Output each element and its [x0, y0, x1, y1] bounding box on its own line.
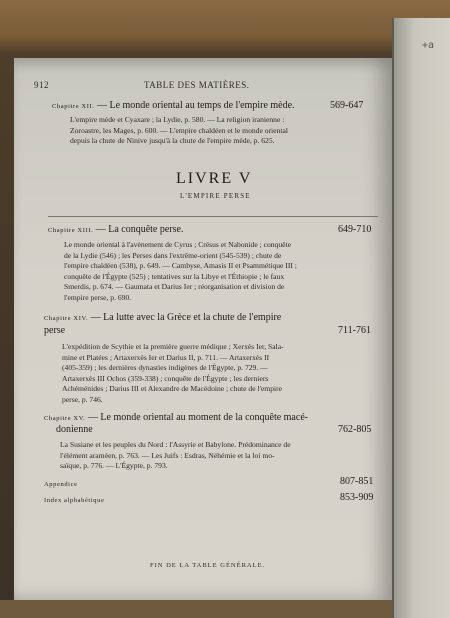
chapter-12-label: Chapitre XII.: [52, 103, 95, 110]
summary-line: Smerdis, p. 674. — Gaumata et Darius Ier ; réorganisation et division de: [64, 282, 285, 292]
chapter-15-summary: [60, 440, 291, 472]
chapter-14-label: Chapitre XIV.: [44, 315, 89, 322]
chapter-14-heading: [44, 312, 281, 323]
chapter-14-range: 711-761: [338, 325, 371, 336]
index-range: 853-909: [340, 492, 374, 503]
chapter-15-range: 762-805: [338, 424, 372, 435]
summary-line: Le monde oriental à l'avènement de Cyrus ; Crésus et Nabonide ; conquête: [64, 240, 292, 249]
chapter-14-summary: [62, 342, 284, 406]
summary-line: Zoroastre, les Mages, p. 600. — L'empire chaldéen et le monde oriental: [70, 125, 288, 135]
summary-line: saïque, p. 776. — L'Égypte, p. 793.: [60, 461, 168, 471]
summary-line: perse, p. 746.: [62, 394, 103, 404]
page-header: [34, 80, 374, 94]
chapter-15-title-line2: donienne: [56, 424, 93, 435]
page-footer: FIN DE LA TABLE GÉNÉRALE.: [150, 562, 266, 569]
summary-line: mine et Platées ; Artaxerxès Ier et Darius II, p. 711. — Artaxerxès II: [62, 352, 270, 362]
chapter-13-label: Chapitre XIII.: [48, 227, 94, 234]
summary-line: L'expédition de Scythie et la première guerre médique ; Xerxès Ier, Sala-: [62, 342, 284, 351]
chapter-14-title-line2: perse: [44, 325, 66, 336]
chapter-12-range: 569-647: [330, 100, 364, 111]
appendice-label: Appendice: [44, 481, 78, 488]
summary-line: conquête de l'Égypte (525) ; tentatives sur la Libye et l'Éthiopie ; le faux: [64, 271, 285, 281]
index-label: Index alphabétique: [44, 497, 105, 504]
chapter-12-summary: [70, 115, 288, 147]
facing-page-mark: +a: [422, 40, 435, 51]
summary-line: l'élément araméen, p. 763. — Les Juifs : Esdras, Néhémie et la loi mo-: [60, 450, 275, 460]
chapter-13-range: 649-710: [338, 224, 372, 235]
summary-line: La Susiane et les peuples du Nord : l'Assyrie et Babylone. Prédominance de: [60, 440, 291, 449]
index-entry: [44, 494, 104, 505]
chapter-15-label: Chapitre XV.: [44, 415, 86, 422]
chapter-13-summary: [64, 240, 297, 304]
summary-line: l'empire chaldéen (538), p. 649. — Cambyse, Amasis II et Psammétique III ;: [64, 261, 297, 271]
chapter-14-title-line1: — La lutte avec la Grèce et la chute de l'empire: [90, 312, 282, 323]
summary-line: Achéménides ; Darius III et Alexandre de Macédoine ; chute de l'empire: [62, 384, 283, 394]
appendice-entry: [44, 478, 78, 489]
livre-subtitle: L'EMPIRE PERSE: [180, 192, 251, 200]
summary-line: de la Lydie (546) ; les Perses dans l'extrême-orient (545-539) ; chute de: [64, 250, 282, 260]
summary-line: depuis la chute de Ninive jusqu'à la chute de l'empire mède, p. 625.: [70, 136, 275, 146]
chapter-15-title-line1: — Le monde oriental au moment de la conquête macé-: [87, 412, 309, 423]
facing-page-edge: [392, 18, 450, 618]
appendice-range: 807-851: [340, 476, 374, 487]
livre-title: LIVRE V: [176, 170, 253, 187]
summary-line: (405-359) ; les dernières dynasties indigènes de l'Égypte, p. 729. —: [62, 363, 268, 373]
chapter-12-heading: [52, 100, 295, 111]
summary-line: Artaxerxès III Ochos (359-338) ; conquête de l'Égypte ; les derniers: [62, 373, 269, 383]
summary-line: l'empire perse, p. 690.: [64, 292, 132, 302]
running-title: TABLE DES MATIÈRES.: [144, 80, 250, 90]
summary-line: L'empire mède et Cyaxare ; la Lydie, p. 580. — La religion iranienne :: [70, 115, 285, 124]
page-number: 912: [34, 80, 49, 90]
chapter-15-heading: [44, 412, 308, 423]
chapter-12-title: — Le monde oriental au temps de l'empire mède.: [96, 100, 295, 111]
chapter-13-title: — La conquête perse.: [95, 224, 184, 235]
section-rule: [48, 216, 378, 217]
chapter-13-heading: [48, 224, 183, 235]
